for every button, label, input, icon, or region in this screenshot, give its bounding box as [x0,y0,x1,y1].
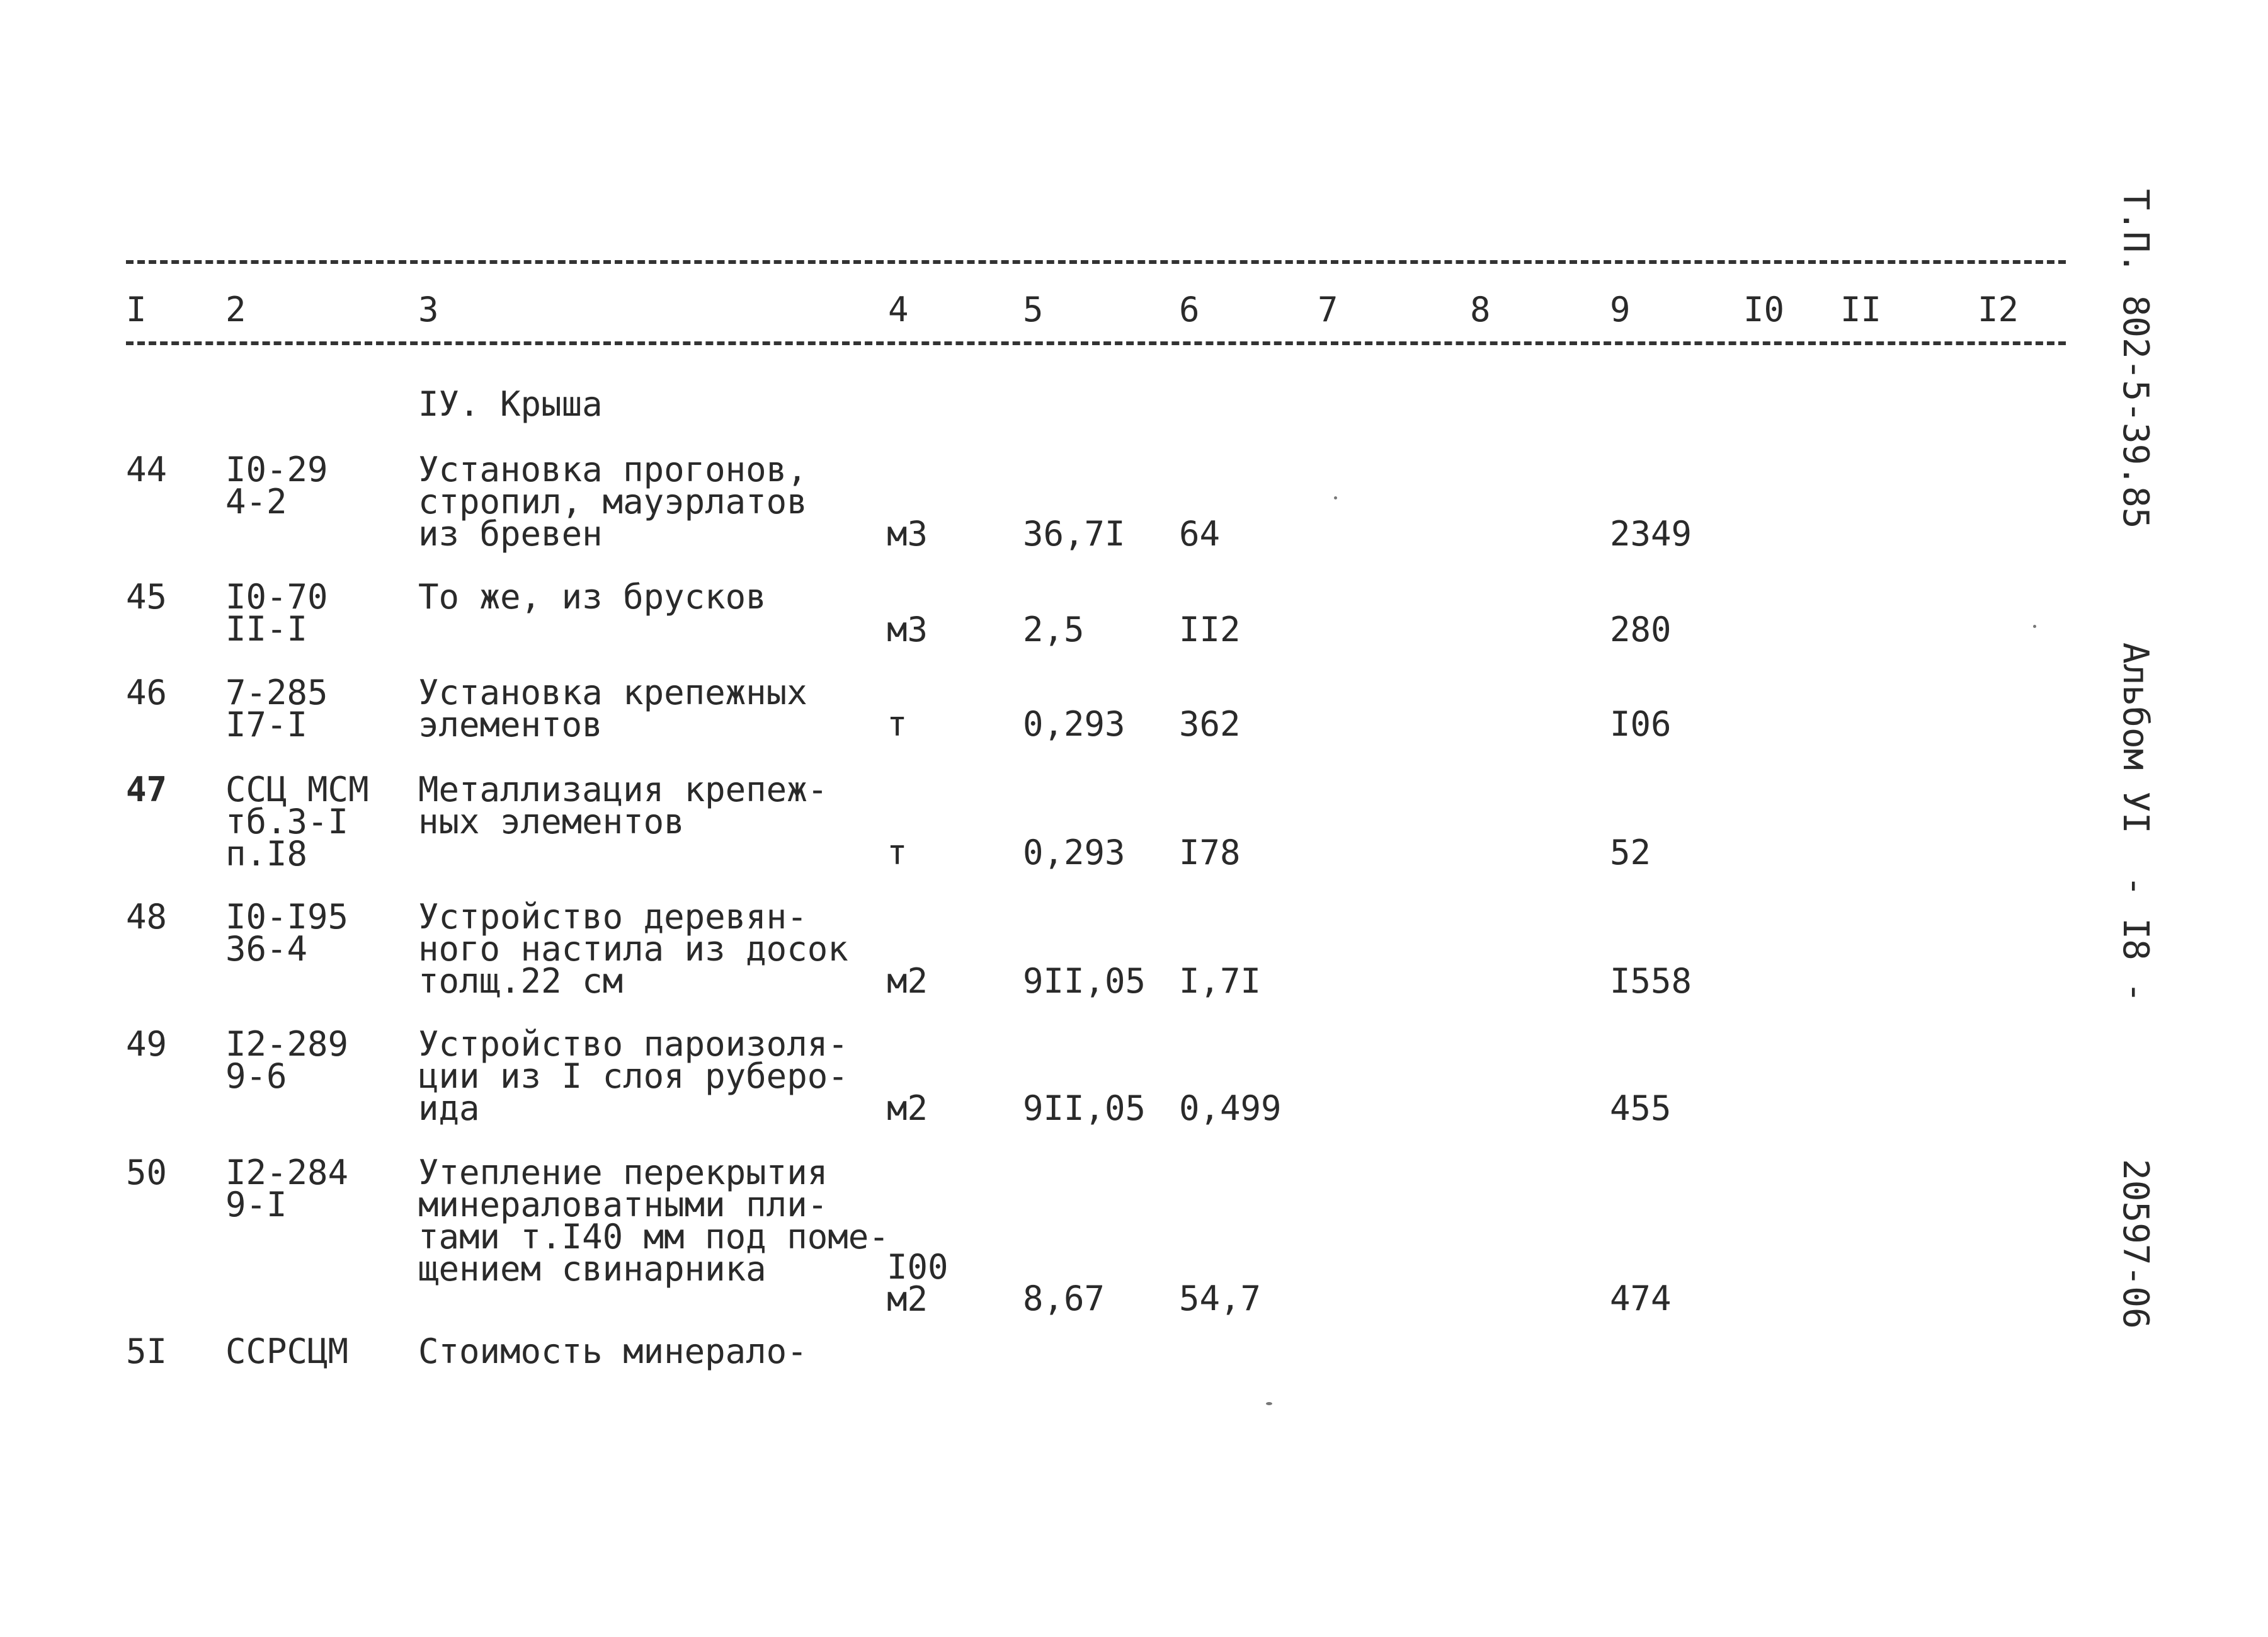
inventory-number: 20597-06 [2115,1159,2156,1329]
row-unit: м3 [887,610,928,649]
row-quantity: 0,293 [1023,704,1125,744]
section-title: IУ. Крыша [418,384,603,424]
col-header-9: 9 [1610,290,1631,329]
col-header-5: 5 [1023,290,1044,329]
row-total: 52 [1610,833,1651,872]
row-quantity: 9II,05 [1023,961,1146,1001]
row-price: 362 [1179,704,1241,744]
scan-speck [2033,625,2036,628]
row-code: I2-284 9-I [225,1153,349,1224]
row-unit: м3 [887,514,928,554]
row-number: 46 [126,673,168,712]
row-quantity: 2,5 [1023,610,1085,649]
scan-speck [1266,1402,1272,1405]
row-unit: I00 м2 [887,1247,949,1319]
col-header-12: I2 [1978,290,2019,329]
row-number: 50 [126,1153,168,1192]
row-number: 44 [126,450,168,489]
header-top-rule [126,260,2066,264]
row-code: ССРСЦМ [225,1332,349,1371]
col-header-11: II [1840,290,1882,329]
row-name: Устройство пароизоля- ции из I слоя руберо- ида [418,1024,848,1128]
row-price: 64 [1179,514,1221,554]
row-unit: т [887,833,908,872]
project-code: Т.П. 802-5-39.85 [2115,189,2156,529]
row-total: 2349 [1610,514,1692,554]
scan-speck [1334,496,1337,499]
row-quantity: 0,293 [1023,833,1125,872]
row-unit: м2 [887,1088,928,1128]
col-header-6: 6 [1179,290,1200,329]
album-label: Альбом УI [2115,642,2156,834]
row-price: 54,7 [1179,1279,1262,1318]
row-unit: м2 [887,961,928,1001]
row-quantity: 8,67 [1023,1279,1105,1318]
col-header-3: 3 [418,290,439,329]
row-name: Стоимость минерало- [418,1332,807,1371]
row-quantity: 36,7I [1023,514,1125,554]
row-unit: т [887,704,908,744]
row-code: I0-70 II-I [225,577,328,649]
row-price: 0,499 [1179,1088,1282,1128]
row-price: I,7I [1179,961,1262,1001]
row-code: I0-29 4-2 [225,450,328,522]
row-number: 45 [126,577,168,617]
row-number: 49 [126,1024,168,1064]
row-number: 5I [126,1332,168,1371]
row-total: I06 [1610,704,1672,744]
row-name: Установка крепежных элементов [418,673,807,744]
row-code: 7-285 I7-I [225,673,328,744]
row-name: Устройство деревян- ного настила из досок толщ.22 см [418,897,848,1001]
row-price: I78 [1179,833,1241,872]
page-number: - I8 - [2115,876,2156,1003]
row-name: Металлизация крепеж- ных элементов [418,770,828,841]
col-header-1: I [126,290,147,329]
header-bottom-rule [126,341,2066,345]
row-name: Утепление перекрытия минераловатными пли- тами т.I40 мм под поме- щением свинарника [418,1153,889,1289]
row-quantity: 9II,05 [1023,1088,1146,1128]
row-total: 455 [1610,1088,1672,1128]
row-total: 474 [1610,1279,1672,1318]
row-name: Установка прогонов, стропил, мауэрлатов из бревен [418,450,807,554]
col-header-2: 2 [225,290,246,329]
row-total: I558 [1610,961,1692,1001]
row-number: 47 [126,770,168,809]
col-header-8: 8 [1470,290,1491,329]
row-code: I2-289 9-6 [225,1024,349,1096]
row-price: II2 [1179,610,1241,649]
row-number: 48 [126,897,168,937]
row-name: То же, из брусков [418,577,766,617]
col-header-7: 7 [1318,290,1338,329]
row-code: ССЦ МСМ тб.3-I п.I8 [225,770,369,874]
col-header-4: 4 [888,290,909,329]
row-code: I0-I95 36-4 [225,897,349,969]
col-header-10: I0 [1743,290,1785,329]
row-total: 280 [1610,610,1672,649]
